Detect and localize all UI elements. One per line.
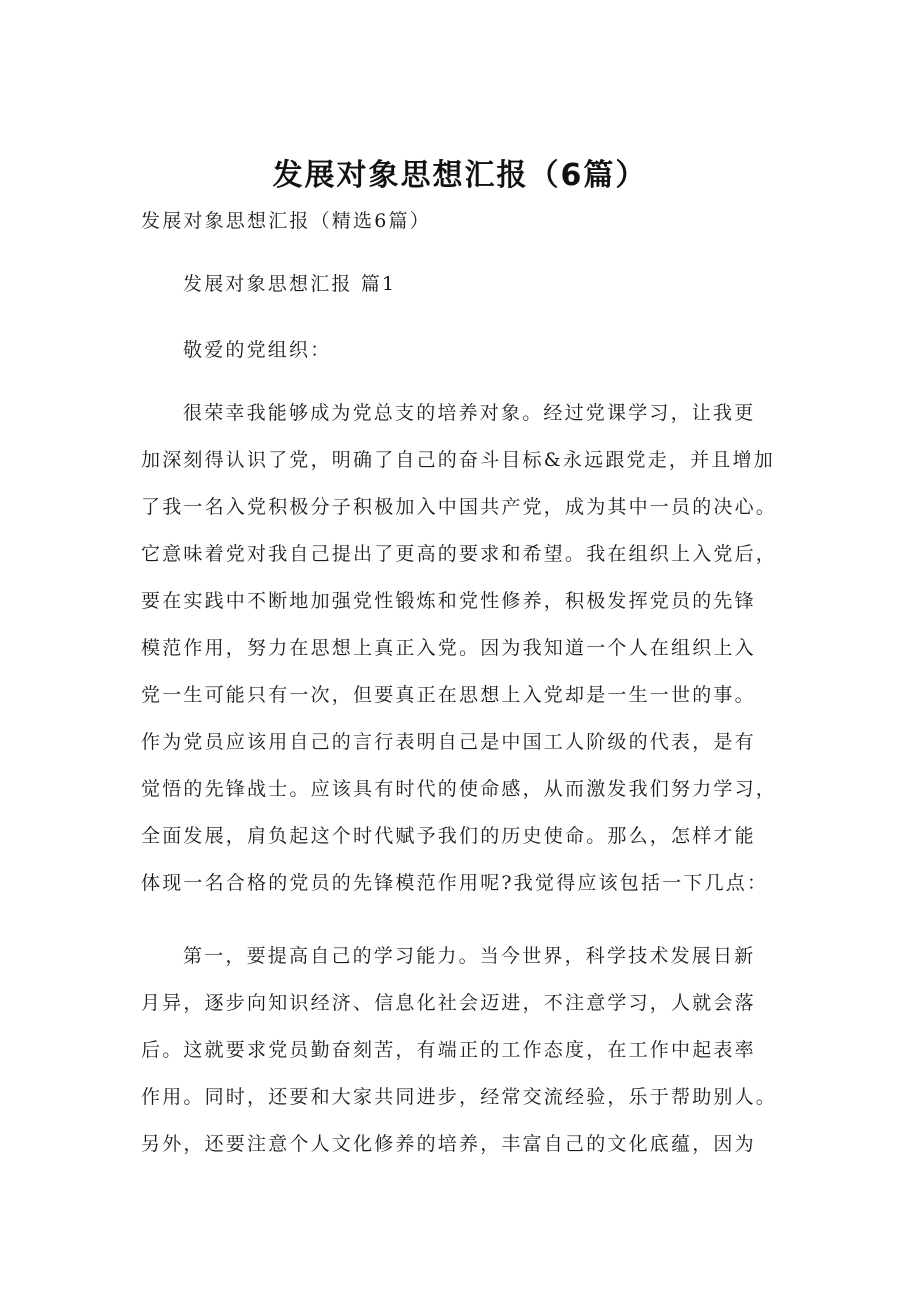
- paragraph-line: 它意味着党对我自己提出了更高的要求和希望。我在组织上入党后，: [141, 543, 778, 565]
- paragraph-line: 体现一名合格的党员的先锋模范作用呢?我觉得应该包括一下几点：: [141, 872, 769, 894]
- paragraph-line: 觉悟的先锋战士。应该具有时代的使命感，从而激发我们努力学习，: [141, 778, 778, 800]
- paragraph-line: 党一生可能只有一次，但要真正在思想上入党却是一生一世的事。: [141, 684, 756, 706]
- paragraph-line: 模范作用，努力在思想上真正入党。因为我知道一个人在组织上入: [141, 637, 756, 659]
- paragraph-line: 另外，还要注意个人文化修养的培养，丰富自己的文化底蕴，因为: [141, 1133, 756, 1155]
- paragraph-line: 后。这就要求党员勤奋刻苦，有端正的工作态度，在工作中起表率: [141, 1039, 756, 1061]
- paragraph-line: 作为党员应该用自己的言行表明自己是中国工人阶级的代表，是有: [141, 731, 756, 753]
- salutation: 敬爱的党组织：: [183, 339, 332, 361]
- paragraph-line: 很荣幸我能够成为党总支的培养对象。经过党课学习，让我更: [183, 402, 756, 424]
- paragraph-line: 第一，要提高自己的学习能力。当今世界，科学技术发展日新: [183, 945, 756, 967]
- paragraph-line: 月异，逐步向知识经济、信息化社会迈进，不注意学习，人就会落: [141, 992, 756, 1014]
- paragraph-line: 了我一名入党积极分子积极加入中国共产党，成为其中一员的决心。: [141, 496, 778, 518]
- section-heading: 发展对象思想汇报 篇1: [183, 273, 397, 295]
- document-subtitle: 发展对象思想汇报（精选6篇）: [141, 210, 431, 232]
- document-title: 发展对象思想汇报（6篇）: [272, 158, 648, 193]
- paragraph-line: 要在实践中不断地加强党性锻炼和党性修养，积极发挥党员的先锋: [141, 590, 756, 612]
- paragraph-line: 全面发展，肩负起这个时代赋予我们的历史使命。那么，怎样才能: [141, 825, 756, 847]
- paragraph-line: 加深刻得认识了党，明确了自己的奋斗目标&永远跟党走，并且增加: [141, 449, 775, 471]
- paragraph-line: 作用。同时，还要和大家共同进步，经常交流经验，乐于帮助别人。: [141, 1086, 778, 1108]
